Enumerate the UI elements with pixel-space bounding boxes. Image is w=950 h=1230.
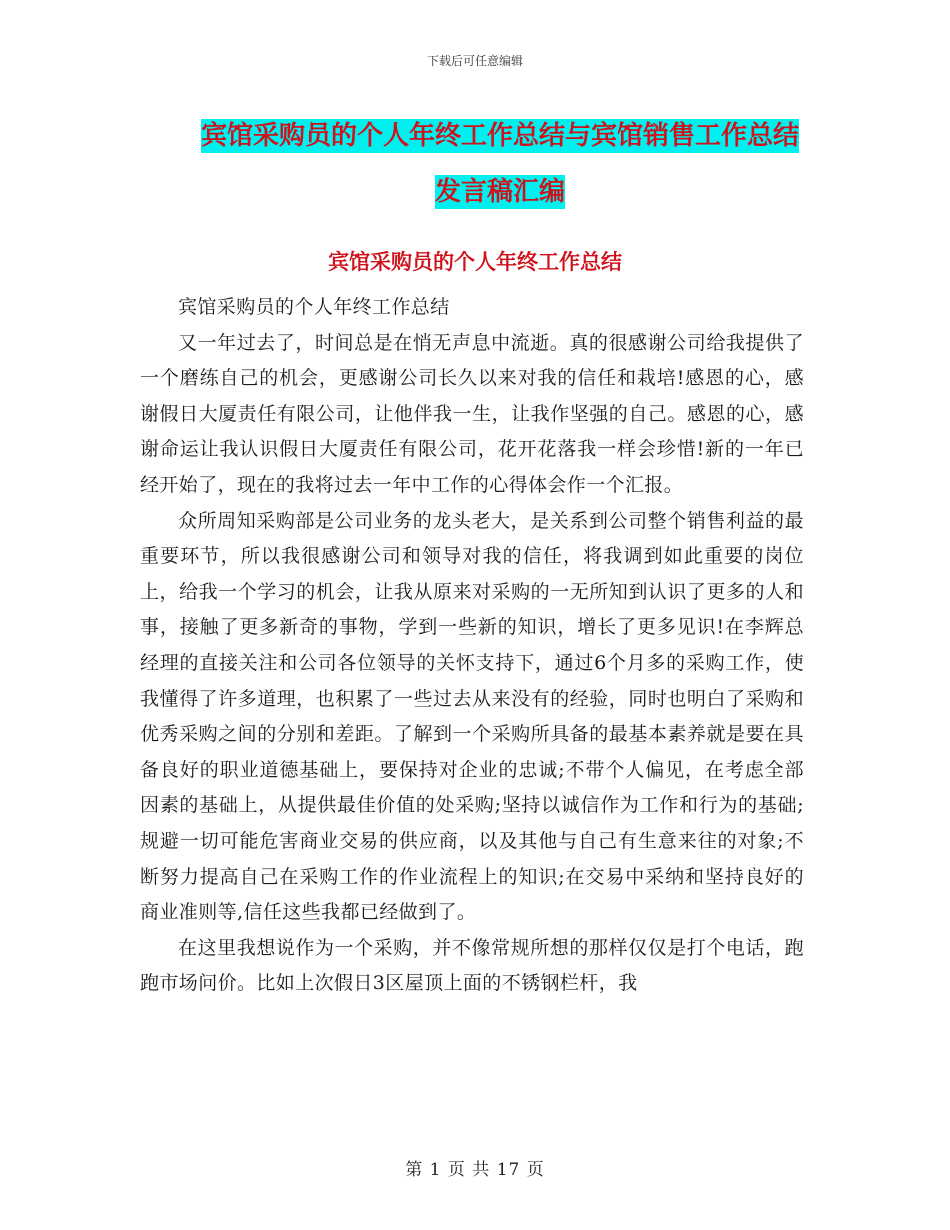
- document-body: [140, 290, 804, 1002]
- page-number: 第 1 页 共 17 页: [405, 1160, 545, 1180]
- section-title: 宾馆采购员的个人年终工作总结: [328, 250, 622, 274]
- paragraph: 又一年过去了，时间总是在悄无声息中流逝。真的很感谢公司给我提供了一个磨练自己的机会，更感谢公司长久以来对我的信任和栽培!感恩的心，感谢假日大厦责任有限公司，让他伴我一生，让我作坚强的自己。感恩的心，感谢命运让我认识假日大厦责任有限公司，花开花落我一样会珍惜!新的一年已经开始了，现在的我将过去一年中工作的心得体会作一个汇报。: [140, 331, 804, 496]
- page-header-note: 下载后可任意编辑: [426, 54, 523, 68]
- paragraph: 在这里我想说作为一个采购，并不像常规所想的那样仅仅是打个电话，跑跑市场问价。比如上次假日3区屋顶上面的不锈钢栏杆，我: [140, 936, 804, 995]
- document-title-line2: 发言稿汇编: [434, 177, 565, 207]
- document-title: [140, 108, 860, 220]
- paragraph: 众所周知采购部是公司业务的龙头老大，是关系到公司整个销售利益的最重要环节，所以我很感谢公司和领导对我的信任，将我调到如此重要的岗位上，给我一个学习的机会，让我从原来对采购的一无所知到认识了更多的人和事，接触了更多新奇的事物，学到一些新的知识，增长了更多见识!在李辉总经理的直接关注和公司各位领导的关怀支持下，通过6个月多的采购工作，使我懂得了许多道理，也积累了一些过去从来没有的经验，同时也明白了采购和优秀采购之间的分别和差距。了解到一个采购所具备的最基本素养就是要在具备良好的职业道德基础上，要保持对企业的忠诚;不带个人偏见，在考虑全部因素的基础上，从提供最佳价值的处采购;坚持以诚信作为工作和行为的基础;规避一切可能危害商业交易的供应商，以及其他与自己有生意来往的对象;不断努力提高自己在采购工作的作业流程上的知识;在交易中采纳和坚持良好的商业准则等,信任这些我都已经做到了。: [140, 509, 804, 924]
- document-title-line1: 宾馆采购员的个人年终工作总结与宾馆销售工作总结: [200, 121, 799, 151]
- paragraph: 宾馆采购员的个人年终工作总结: [178, 296, 450, 318]
